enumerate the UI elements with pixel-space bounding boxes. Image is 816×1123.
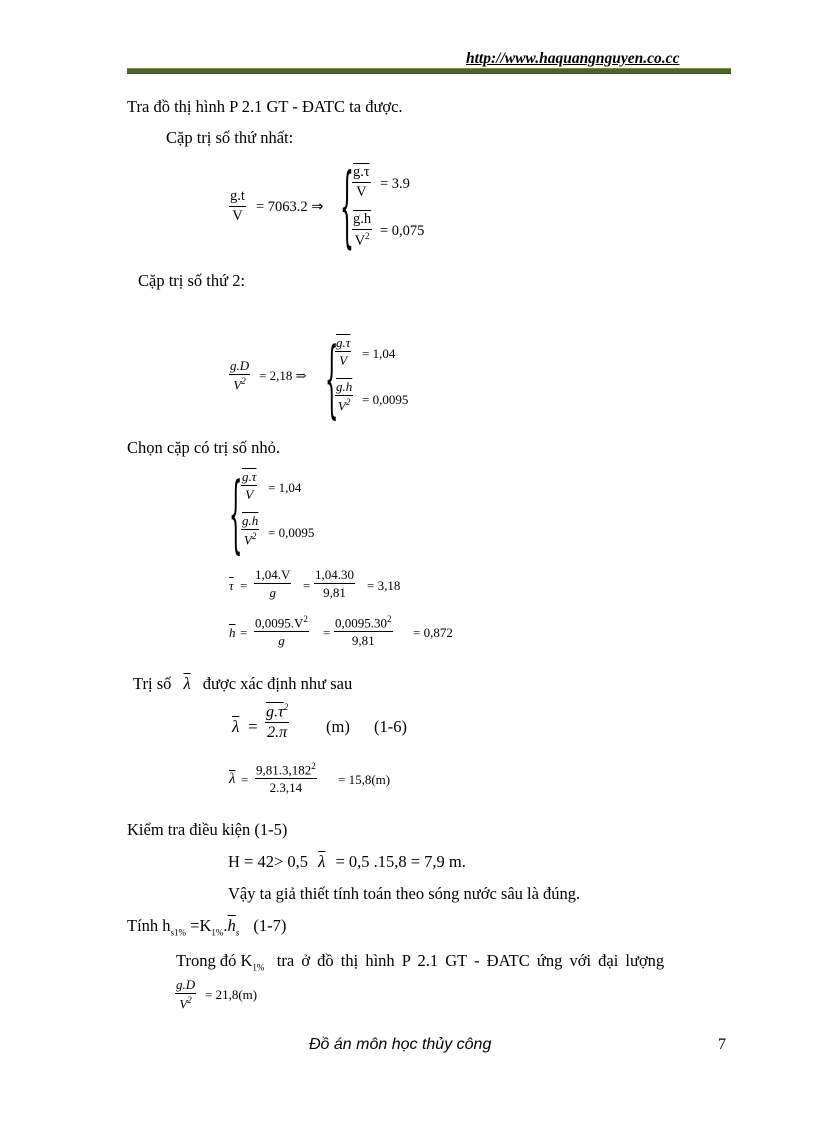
eq1-row2-value: = 0,075 <box>380 223 425 239</box>
paragraph-check: Kiểm tra điều kiện (1-5) <box>127 820 288 839</box>
eq4-result: = 3,18 <box>367 578 401 593</box>
eq3-row1-value: = 1,04 <box>268 480 302 495</box>
eq2-lhs-fraction: $\frac{g.D}{V^2}$ <box>230 358 250 393</box>
eq2-row2-fraction: $\frac{g.h}{V^2}$ <box>336 379 353 414</box>
eq6-unit: (m) <box>326 717 350 736</box>
eq1-brace: { <box>340 160 354 260</box>
paragraph-conclusion: Vậy ta giả thiết tính toán theo sóng nước sâu là đúng. <box>228 884 581 903</box>
eq6-lhs: $\overline{\lambda}$ <box>232 717 240 736</box>
eq1-row1-fraction: $\frac{g.\tau}{V}$ <box>353 164 370 200</box>
eq1-lhs-fraction: $\frac{g.t}{V}$ <box>230 188 245 224</box>
eq8-result: = 21,8(m) <box>205 987 258 1002</box>
paragraph-lambda: Trị số $\overline{\lambda}$ được xác định như sau <box>133 674 353 693</box>
eq4-fraction-2: $\frac{1,04.30}{9,81}$ <box>315 567 354 600</box>
paragraph-second-pair: Cặp trị số thứ 2: <box>138 271 246 290</box>
eq4-lhs: $\overline{\tau}$ <box>229 578 234 593</box>
eq4-eq2: = <box>303 578 311 593</box>
eq3-row1-fraction: $\frac{g.\tau}{V}$ <box>242 469 257 502</box>
eq7-lhs: $\overline{\lambda}$ <box>229 771 236 787</box>
eq2-brace: { <box>325 331 339 427</box>
eq6-fraction: $\frac{g.\tau^2}{2.\pi}$ <box>266 702 289 742</box>
eq2-value: = 2,18 ⇒ <box>259 368 307 383</box>
eq1-value: = 7063.2 ⇒ <box>256 199 324 215</box>
footer-title: Đồ án môn học thủy công <box>309 1036 492 1053</box>
header-url[interactable]: http://www.haquangnguyen.co.cc <box>466 50 680 67</box>
eq3-brace: { <box>229 466 243 562</box>
page-number: 7 <box>718 1036 726 1053</box>
eq5-result: = 0,872 <box>413 625 453 640</box>
paragraph-first-pair: Cặp trị số thứ nhất: <box>166 128 294 147</box>
header-rule <box>127 68 731 74</box>
lambda-symbol: $\overline{\lambda}$ <box>183 674 191 693</box>
eq5-eq: = <box>240 625 248 640</box>
eq3-row2-fraction: $\frac{g.h}{V^2}$ <box>242 513 259 548</box>
paragraph-where: Trong đó $K_{1\%}$ tra ở đồ thị hình P 2.1 GT - ĐATC ứng với đại lượng <box>176 951 665 973</box>
eq2-row1-value: = 1,04 <box>362 346 396 361</box>
paragraph-choose-pair: Chọn cặp có trị số nhỏ. <box>127 438 281 457</box>
eq2-row2-value: = 0,0095 <box>362 392 409 407</box>
eq8-fraction: $\frac{g.D}{V^2}$ <box>176 977 196 1012</box>
eq4-eq: = <box>240 578 248 593</box>
eq5-fraction-2: $\frac{0,0095.30^2}{9,81}$ <box>335 614 392 649</box>
eq5-fraction-1: $\frac{0,0095.V^2}{g}$ <box>255 614 308 649</box>
paragraph-intro: Tra đồ thị hình P 2.1 GT - ĐATC ta được. <box>127 97 403 116</box>
eq5-lhs: $\overline{h}$ <box>229 625 236 640</box>
eq7-eq: = <box>241 772 249 787</box>
eq5-eq2: = <box>323 625 331 640</box>
paragraph-condition: H = 42> 0,5 $\overline{\lambda} = 0,5$ .15,8 = 7,9 m. <box>228 852 466 871</box>
eq6-eq: = <box>248 717 258 736</box>
eq4-fraction-1: $\frac{1,04.V}{g}$ <box>255 567 291 600</box>
eq1-row2-fraction: $\frac{g.h}{V^2}$ <box>353 211 372 249</box>
lambda-symbol-2: $\overline{\lambda}$ <box>318 852 326 871</box>
eq2-row1-fraction: $\frac{g.\tau}{V}$ <box>336 335 351 368</box>
eq6-ref: (1-6) <box>374 717 407 736</box>
eq3-row2-value: = 0,0095 <box>268 525 315 540</box>
paragraph-hs: Tính $h_{s1\%} =K_{1\%}.\overline{h}_s$ (1-7) <box>127 916 287 938</box>
eq7-fraction: $\frac{9,81.3,182^2}{2.3,14}$ <box>256 761 316 796</box>
eq1-row1-value: = 3.9 <box>380 176 410 192</box>
eq7-result: = 15,8(m) <box>338 772 391 787</box>
